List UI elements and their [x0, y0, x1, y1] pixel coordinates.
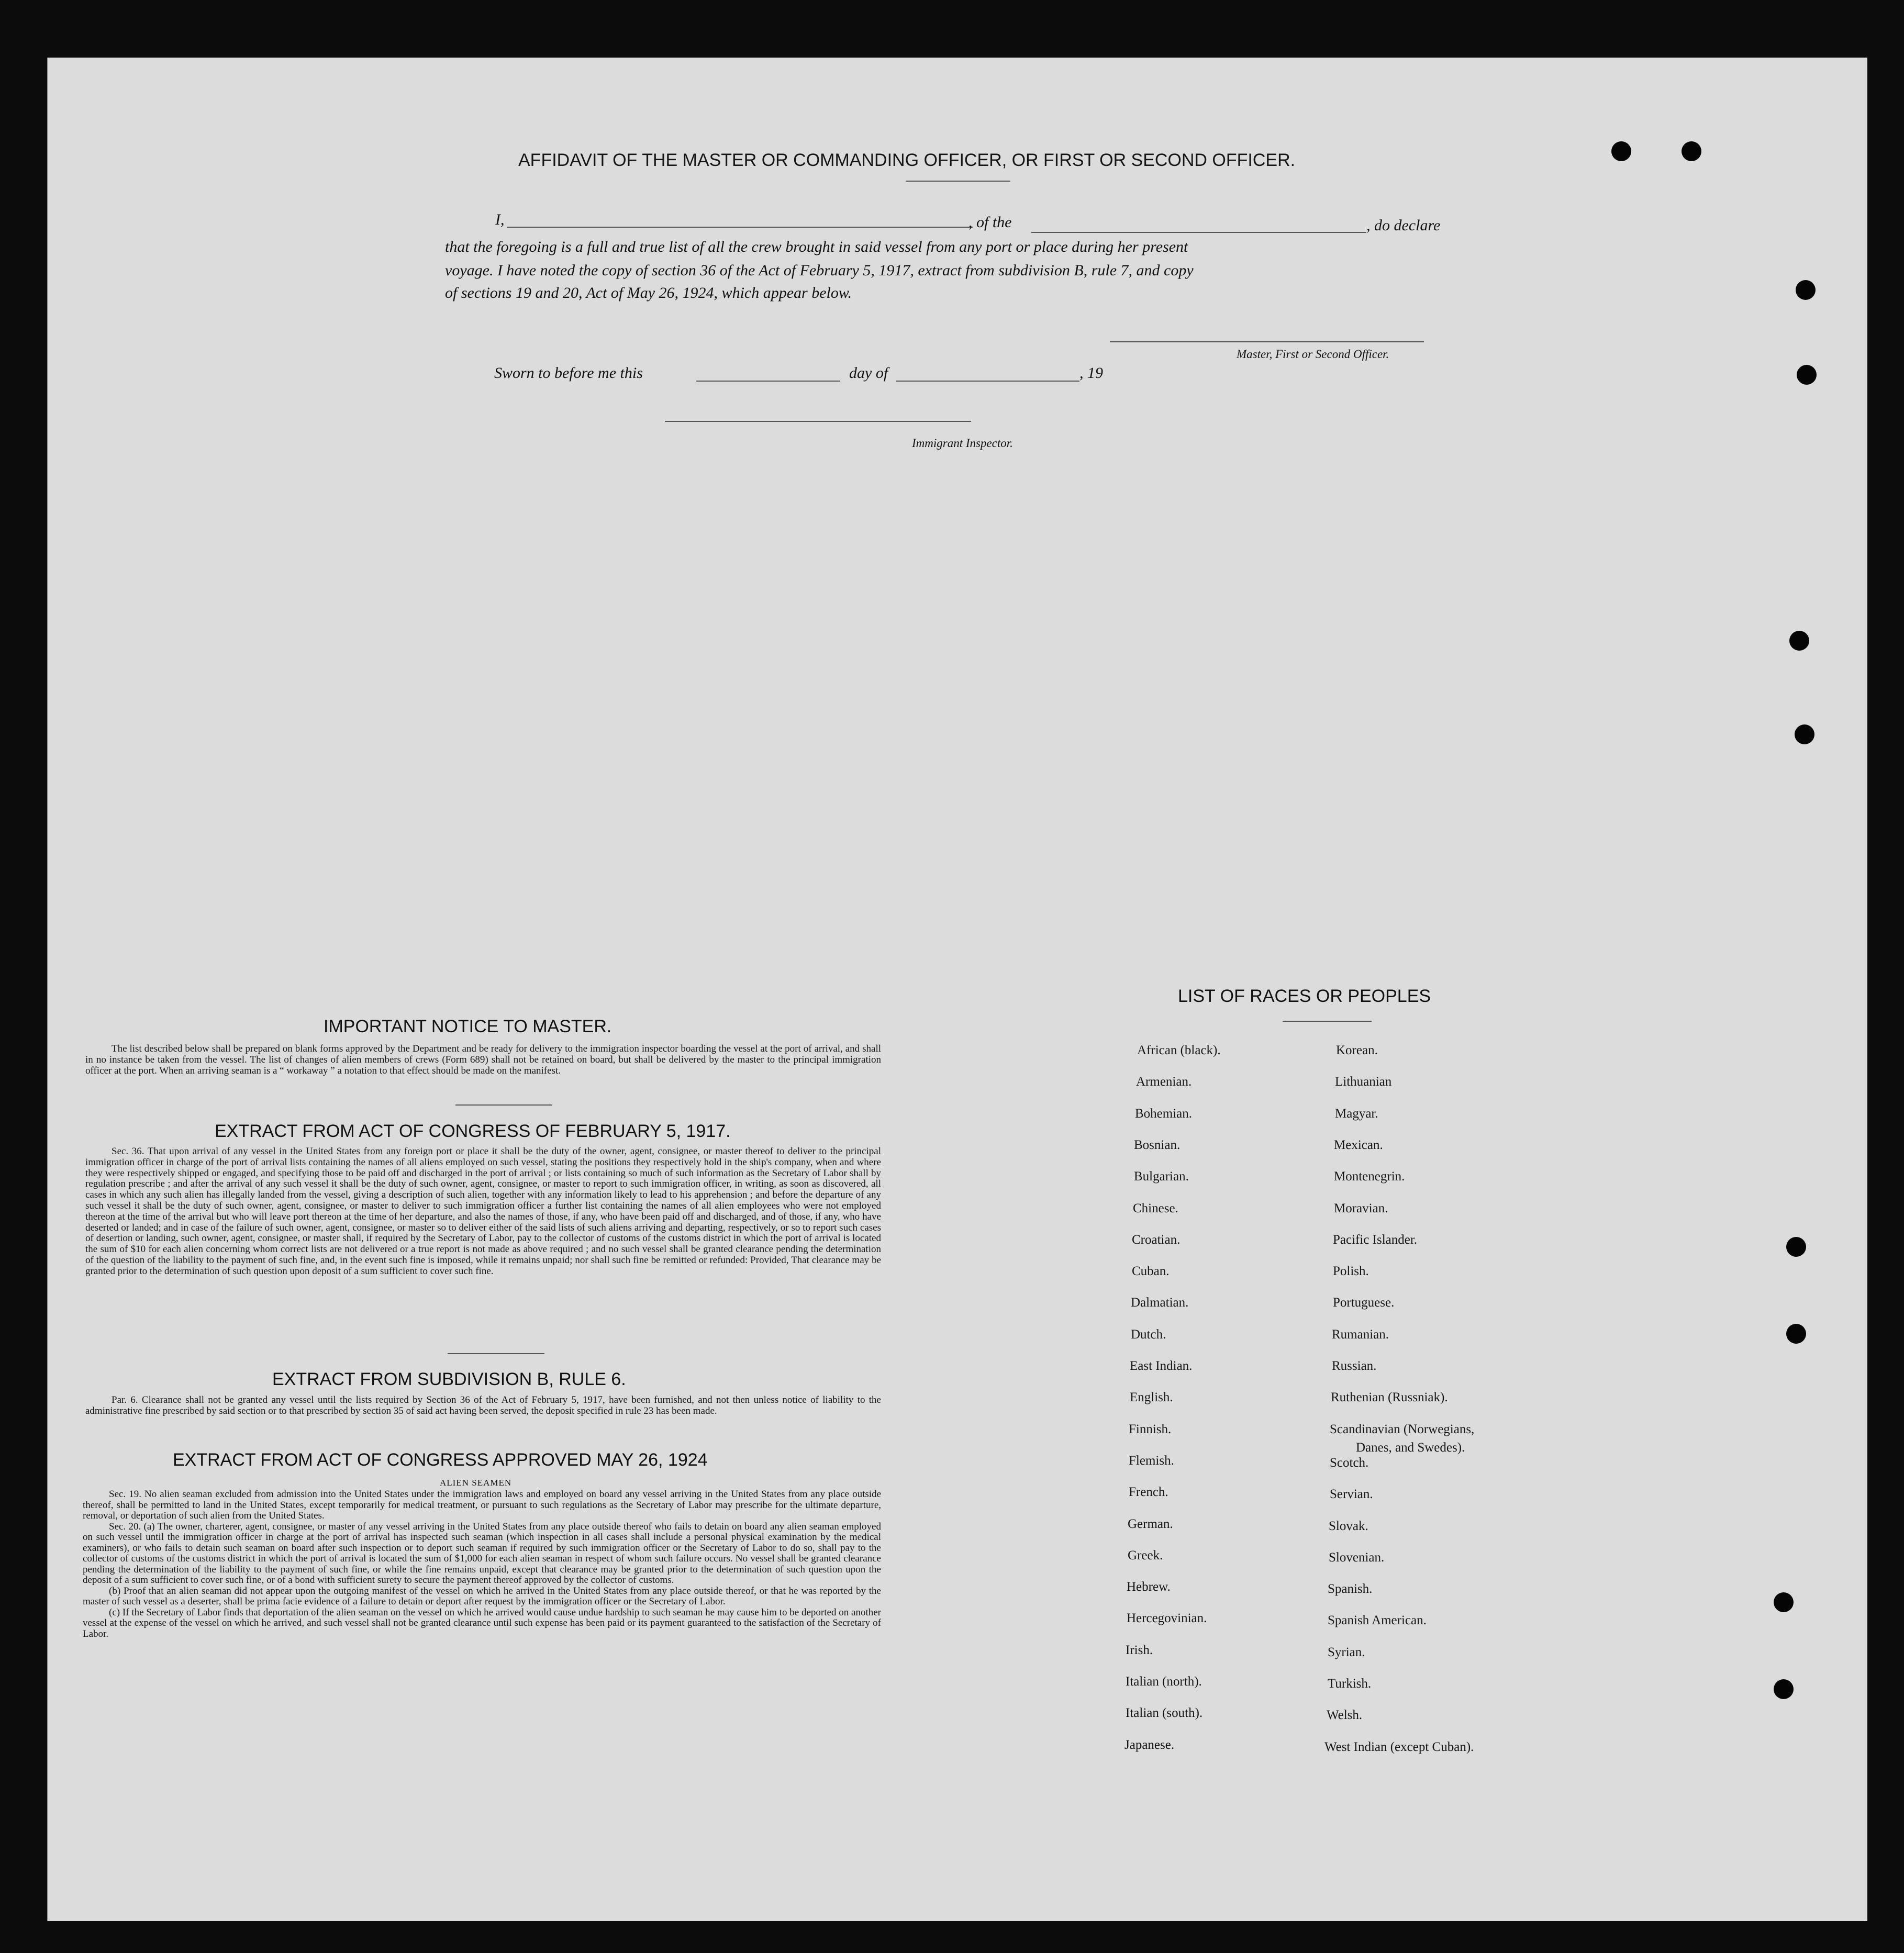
race-item: Ruthenian (Russniak).	[1331, 1390, 1448, 1404]
alien-seamen-subtitle: ALIEN SEAMEN	[440, 1478, 512, 1488]
notice-text	[85, 1043, 881, 1090]
punch-hole	[1774, 1679, 1794, 1699]
race-item: African (black).	[1137, 1043, 1221, 1057]
race-item: Bulgarian.	[1134, 1169, 1189, 1184]
section-19-paragraph: Sec. 19. No alien seaman excluded from admission into the United States under the immigration laws and employed on board any vessel arriving in the United States from any place outside thereof, shall be permitted to land in the United States, except temporarily for medical treatment, or pursuant to such regulations as the Secretary of Labor may prescribe for the ultimate departure, removal, or deportation of such alien from the United States.	[83, 1489, 881, 1521]
race-item: Japanese.	[1124, 1738, 1175, 1752]
race-item: Magyar.	[1335, 1107, 1378, 1121]
section-divider	[448, 1353, 544, 1354]
race-item: Slovak.	[1329, 1519, 1368, 1533]
race-item-continuation: Danes, and Swedes).	[1356, 1441, 1465, 1455]
race-item: Russian.	[1332, 1359, 1377, 1373]
of-the-label: , of the	[968, 214, 1012, 231]
race-item: Armenian.	[1136, 1075, 1192, 1089]
race-item: Korean.	[1336, 1043, 1378, 1057]
punch-hole	[1611, 141, 1631, 161]
notice-title: IMPORTANT NOTICE TO MASTER.	[324, 1017, 612, 1036]
race-item: Dutch.	[1131, 1327, 1166, 1342]
sworn-month-line[interactable]	[896, 381, 1079, 382]
race-item: Irish.	[1126, 1643, 1153, 1657]
section-20b-paragraph: (b) Proof that an alien seaman did not appear upon the outgoing manifest of the vessel on which he arrived in the United States from any place outside thereof, or that he was reported by the master of such vessel as a deserter, shall be prima facie evidence of a failure to detain or deport after request by the immigration officer or the Secretary of Labor.	[83, 1585, 881, 1607]
extract-1924-title: EXTRACT FROM ACT OF CONGRESS APPROVED MAY 26, 1924	[173, 1450, 708, 1470]
race-item: Pacific Islander.	[1333, 1233, 1418, 1247]
extract-1924-text	[83, 1489, 881, 1709]
declaration-line-1: that the foregoing is a full and true list of all the crew brought in said vessel from any port or place during her present	[445, 238, 1188, 255]
declaration-line-3: of sections 19 and 20, Act of May 26, 1924, which appear below.	[445, 284, 852, 302]
race-item: Cuban.	[1132, 1264, 1170, 1278]
sworn-label: Sworn to before me this	[494, 364, 643, 382]
race-item: Mexican.	[1334, 1138, 1383, 1152]
race-item: Italian (north).	[1126, 1675, 1202, 1689]
vessel-name-line[interactable]	[1031, 232, 1366, 233]
race-item: Hercegovinian.	[1127, 1611, 1207, 1625]
notice-paragraph: The list described below shall be prepared on blank forms approved by the Department and be ready for delivery to the immigration inspector boarding the vessel at the port of arrival, and shall in no instance be taken from the vessel. The list of changes of alien members of crews (Form 689) shall not be retained on board, but shall be delivered by the master to the principal immigration officer at the port. When an arriving seaman is a “ workaway ” a notation to that effect should be made on the manifest.	[85, 1043, 881, 1076]
race-item: Montenegrin.	[1334, 1169, 1405, 1184]
section-20a-paragraph: Sec. 20. (a) The owner, charterer, agent, consignee, or master of any vessel arriving in the United States from any place outside thereof who fails to detain on board any alien seaman employed on such vessel until the immigration officer in charge at the port of arrival has inspected such seaman (which inspection in all cases shall include a personal physical examination by the medical examiners), or who fails to detain such seaman on board after such inspection or to deport such seaman if required by such immigration officer or the Secretary of Labor to do so, shall pay to the collector of customs of the customs district in which the port of arrival is located the sum of $1,000 for each alien seaman in respect of whom such failure occurs. No vessel shall be granted clearance pending the determination of the liability to the payment of such fine, or while the fine remains unpaid, except that clearance may be granted prior to the determination of such question upon the deposit of a sum sufficient to cover such fine, or of a bond with sufficient surety to secure the payment thereof approved by the collector of customs.	[83, 1521, 881, 1586]
race-item: Servian.	[1330, 1487, 1373, 1501]
extract-1917-text	[85, 1146, 881, 1340]
master-signature-caption: Master, First or Second Officer.	[1237, 348, 1389, 361]
punch-hole	[1795, 724, 1814, 744]
race-item: Bosnian.	[1134, 1138, 1181, 1152]
race-item: Bohemian.	[1135, 1107, 1193, 1121]
section-20c-paragraph: (c) If the Secretary of Labor finds that deportation of the alien seaman on the vessel on which he arrived would cause undue hardship to such seaman he may cause him to be deported on another vessel at the expense of the vessel on which he arrived, and such vessel shall not be granted clearance until such expense has been paid or its payment guaranteed to the satisfaction of the Secretary of Labor.	[83, 1606, 881, 1639]
race-item: Lithuanian	[1335, 1075, 1392, 1089]
punch-hole	[1797, 365, 1817, 385]
punch-hole	[1682, 141, 1701, 161]
race-item: Dalmatian.	[1131, 1296, 1189, 1310]
race-item: Slovenian.	[1329, 1550, 1385, 1565]
section-divider	[455, 1104, 552, 1106]
race-item: Scotch.	[1330, 1456, 1369, 1470]
extract-rule6-text	[85, 1394, 881, 1429]
race-item: German.	[1128, 1517, 1173, 1531]
title-divider	[906, 181, 1010, 182]
master-signature-line[interactable]	[1110, 341, 1424, 342]
race-item: Scandinavian (Norwegians,	[1330, 1422, 1475, 1436]
name-signature-line[interactable]	[507, 227, 973, 228]
race-item: East Indian.	[1130, 1359, 1193, 1373]
punch-hole	[1789, 631, 1809, 651]
race-item: Welsh.	[1327, 1708, 1363, 1722]
section-36-paragraph: Sec. 36. That upon arrival of any vessel in the United States from any foreign port or place it shall be the duty of the owner, agent, consignee, or master thereof to deliver to the principal immigration officer in charge of the port of arrival lists containing the names of all aliens employed on such vessel, stating the positions they respectively hold in the ship's company, when and where they were respectively shipped or engaged, and specifying those to be paid off and discharged in the port of arrival ; or lists containing so much of such information as the Secretary of Labor shall by regulation prescribe ; and after the arrival of any such vessel it shall be the duty of such owner, agent, consignee, or master to report to such immigration officer, in writing, as soon as discovered, all cases in which any such alien has illegally landed from the vessel, giving a description of such alien, together with any information likely to lead to his apprehension ; and before the departure of any such vessel it shall be the duty of such owner, agent, consignee, or master to deliver to such immigration officer a further list containing the names of all alien employees who were not employed thereon at the time of the arrival but who will leave port thereon at the time of her departure, and also the names of those, if any, who have been paid off and discharged, and of those, if any, who have deserted or landed; and in case of the failure of such owner, agent, consignee, or master so to deliver either of the said lists of such aliens arriving and departing, respectively, or so to report such cases of desertion or landing, such owner, agent, consignee, or master shall, if required by the Secretary of Labor, pay to the collector of customs of the customs district in which the port of arrival is located the sum of $10 for each alien concerning whom correct lists are not delivered or a true report is not made as above required ; and no such vessel shall be granted clearance pending the determination of the question of the liability to the payment of such fine, and, in the event such fine is imposed, while it remains unpaid; nor shall such fine be remitted or refunded: Provided, That clearance may be granted prior to the determination of such question upon deposit of a sum sufficient to cover such fine.	[85, 1146, 881, 1277]
race-item: Portuguese.	[1333, 1296, 1395, 1310]
race-item: English.	[1130, 1390, 1173, 1404]
extract-1917-title: EXTRACT FROM ACT OF CONGRESS OF FEBRUARY 5, 1917.	[215, 1121, 731, 1141]
paragraph-6: Par. 6. Clearance shall not be granted any vessel until the lists required by Section 36 of the Act of February 5, 1917, have been furnished, and not then unless notice of liability to the administrative fine prescribed by said section or to that prescribed by section 35 of said act having been served, the deposit specified in rule 23 has been made.	[85, 1394, 881, 1416]
punch-hole	[1796, 280, 1816, 300]
race-item: Rumanian.	[1332, 1327, 1389, 1342]
year-label: , 19	[1079, 364, 1103, 382]
race-item: Moravian.	[1334, 1201, 1388, 1215]
race-item: Polish.	[1333, 1264, 1369, 1278]
inspector-caption: Immigrant Inspector.	[912, 437, 1013, 450]
i-label: I,	[495, 211, 505, 228]
race-item: West Indian (except Cuban).	[1324, 1740, 1474, 1754]
inspector-signature-line[interactable]	[665, 421, 971, 422]
race-item: Italian (south).	[1126, 1706, 1203, 1720]
race-item: Finnish.	[1129, 1422, 1172, 1436]
race-item: Flemish.	[1129, 1454, 1174, 1468]
race-item: Syrian.	[1328, 1645, 1365, 1659]
punch-hole	[1774, 1592, 1794, 1612]
race-item: Spanish American.	[1328, 1613, 1427, 1627]
punch-hole	[1786, 1237, 1806, 1257]
extract-rule6-title: EXTRACT FROM SUBDIVISION B, RULE 6.	[272, 1369, 626, 1389]
races-title: LIST OF RACES OR PEOPLES	[1178, 986, 1431, 1006]
day-of-label: day of	[849, 364, 888, 382]
declaration-line-2: voyage. I have noted the copy of section 36 of the Act of February 5, 1917, extract from subdivision B, rule 7, and copy	[445, 262, 1194, 279]
race-item: Spanish.	[1328, 1582, 1373, 1596]
race-item: Greek.	[1128, 1548, 1163, 1563]
race-item: Chinese.	[1133, 1201, 1178, 1215]
races-divider	[1283, 1021, 1372, 1022]
race-item: Croatian.	[1132, 1233, 1181, 1247]
race-item: French.	[1129, 1485, 1168, 1499]
race-item: Turkish.	[1328, 1677, 1372, 1691]
do-declare-label: , do declare	[1366, 217, 1441, 234]
sworn-day-line[interactable]	[696, 381, 840, 382]
affidavit-title: AFFIDAVIT OF THE MASTER OR COMMANDING OFFICER, OR FIRST OR SECOND OFFICER.	[518, 150, 1296, 170]
punch-hole	[1786, 1324, 1806, 1344]
race-item: Hebrew.	[1127, 1580, 1171, 1594]
